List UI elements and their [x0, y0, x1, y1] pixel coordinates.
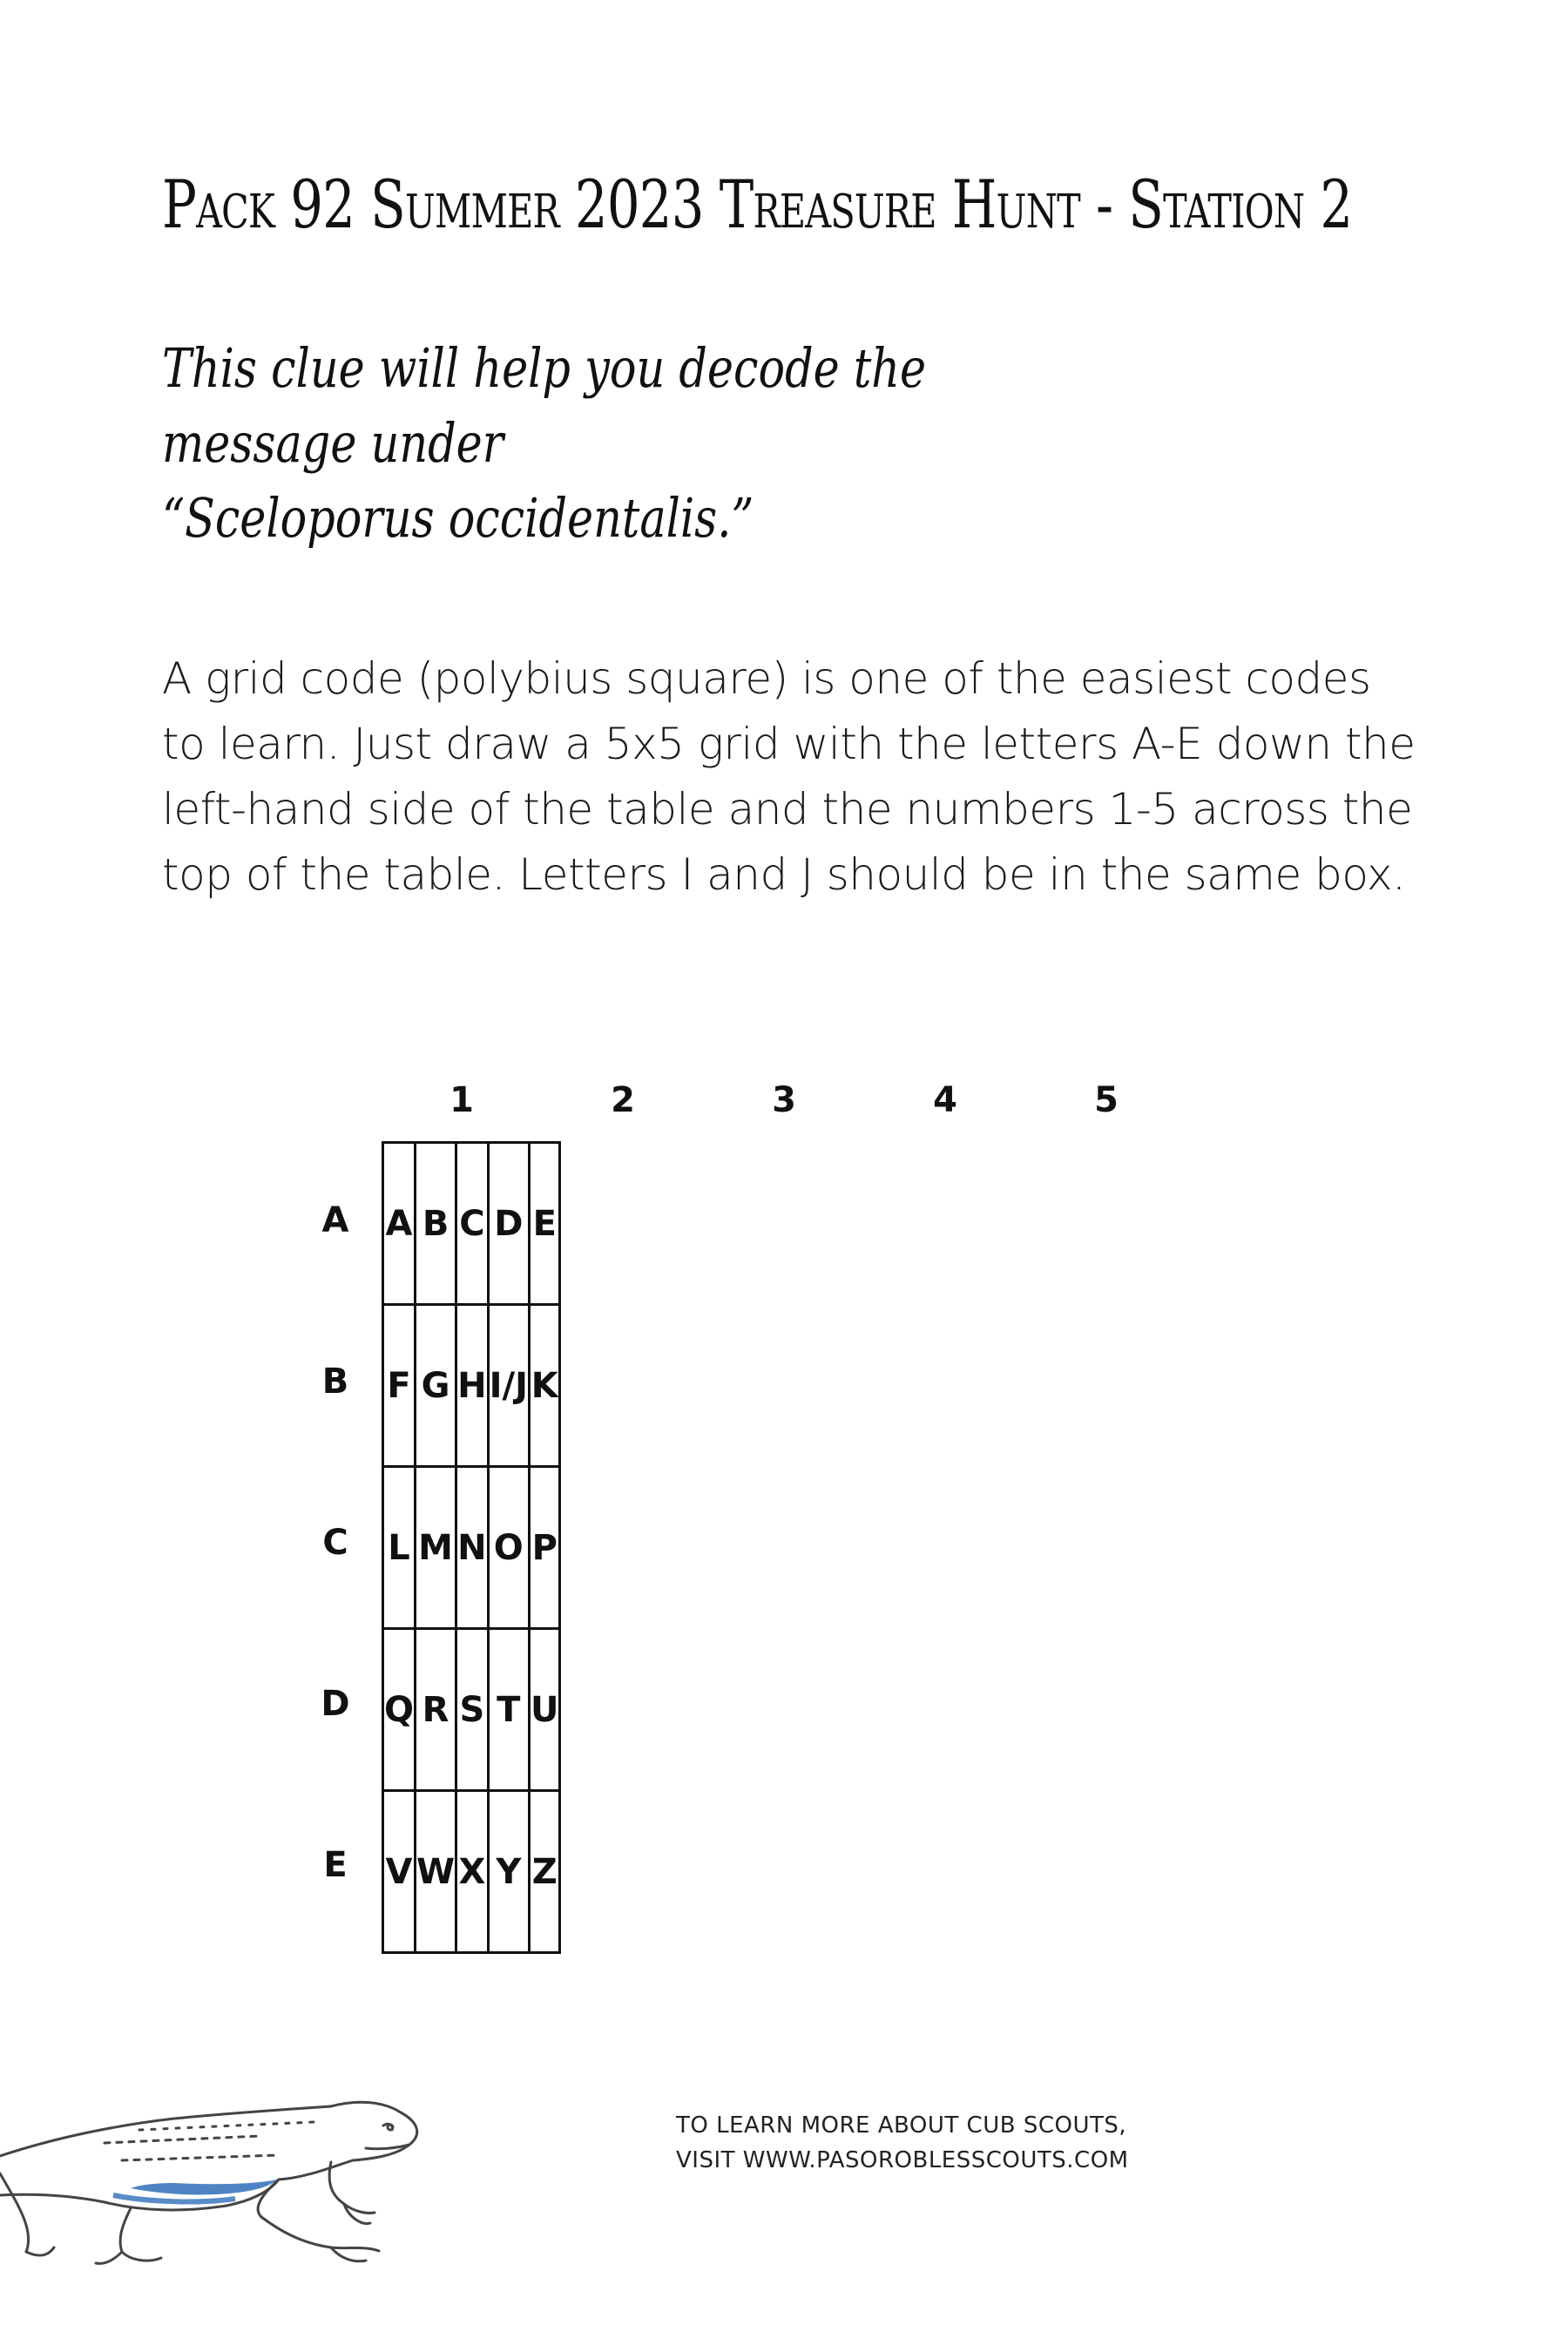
column-header: 5 [1094, 1080, 1119, 1120]
grid-cell: A [383, 1143, 416, 1305]
grid-cell: N [456, 1467, 488, 1629]
footer-line-1: TO LEARN MORE ABOUT CUB SCOUTS, [676, 2112, 1127, 2139]
grid-cell: D [488, 1143, 529, 1305]
grid-cell: Y [488, 1791, 529, 1953]
grid-cell: Z [530, 1791, 560, 1953]
lizard-icon [0, 2065, 436, 2278]
grid-cell: K [530, 1305, 560, 1467]
column-header: 1 [449, 1080, 474, 1120]
grid-cell: E [530, 1143, 560, 1305]
grid-cell: V [383, 1791, 416, 1953]
row-header: B [321, 1362, 349, 1402]
grid-cell: T [488, 1629, 529, 1791]
row-header: A [321, 1200, 349, 1240]
grid-cell: C [456, 1143, 488, 1305]
grid-cell: U [530, 1629, 560, 1791]
grid-cell: H [456, 1305, 488, 1467]
row-header: D [321, 1684, 350, 1724]
grid-row [383, 1467, 560, 1629]
grid-cell: F [383, 1305, 416, 1467]
letter-grid [382, 1141, 561, 1954]
grid-cell: M [416, 1467, 456, 1629]
grid-cell: X [456, 1791, 488, 1953]
grid-cell: O [488, 1467, 529, 1629]
grid-cell: B [416, 1143, 456, 1305]
grid-row [383, 1143, 560, 1305]
subtitle-line-2: “Sceloporus occidentalis.” [162, 486, 754, 550]
subtitle-line-1: This clue will help you decode the message under [162, 336, 927, 475]
footer-line-2: VISIT WWW.PASOROBLESSCOUTS.COM [676, 2147, 1129, 2173]
grid-row [383, 1629, 560, 1791]
grid-cell: G [416, 1305, 456, 1467]
grid-cell: P [530, 1467, 560, 1629]
row-header: E [323, 1845, 348, 1885]
grid-row [383, 1305, 560, 1467]
instructions-paragraph: A grid code (polybius square) is one of the easiest codes to learn. Just draw a 5x5 grid with the letters A-E down the left-hand side of the table and the numbers 1-5 across the top of the table. Letters I and J should be in the same box. [162, 653, 1416, 900]
grid-cell: I/J [488, 1305, 529, 1467]
grid-cell: Q [383, 1629, 416, 1791]
grid-row [383, 1791, 560, 1953]
row-header: C [322, 1523, 348, 1563]
grid-cell: R [416, 1629, 456, 1791]
column-header: 2 [611, 1080, 635, 1120]
clue-subtitle [162, 331, 1091, 556]
grid-cell: W [416, 1791, 456, 1953]
page-title: Pack 92 Summer 2023 Treasure Hunt - Station 2 [162, 166, 1353, 243]
footer-note [676, 2108, 1129, 2178]
grid-cell: L [383, 1467, 416, 1629]
column-header: 3 [772, 1080, 796, 1120]
column-header: 4 [933, 1080, 957, 1120]
grid-cell: S [456, 1629, 488, 1791]
